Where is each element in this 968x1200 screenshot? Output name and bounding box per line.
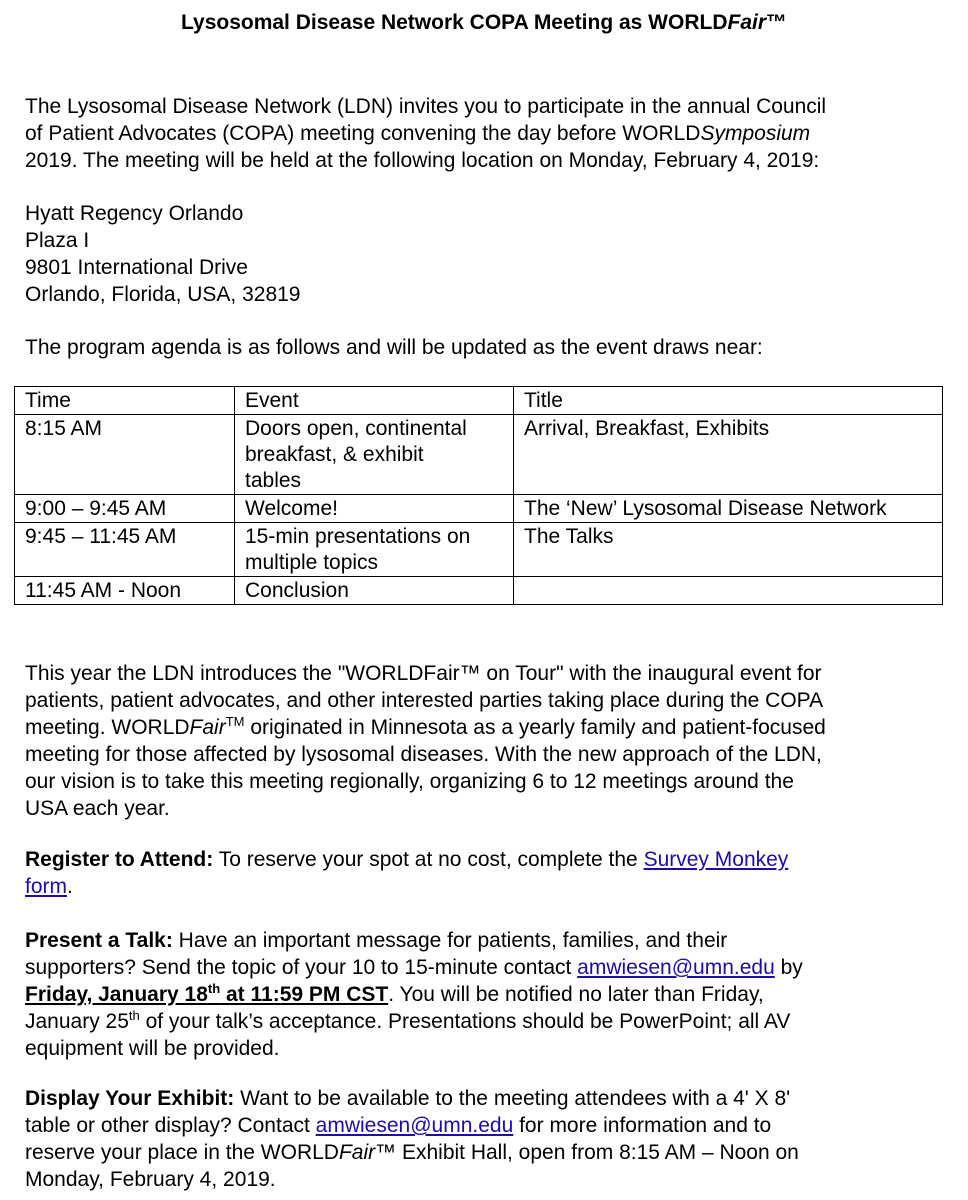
cell-title	[514, 577, 943, 605]
cell-title: Arrival, Breakfast, Exhibits	[514, 415, 943, 495]
intro-paragraph	[25, 93, 950, 174]
table-header-row	[15, 387, 943, 415]
email-link[interactable]: amwiesen@umn.edu	[315, 1114, 514, 1137]
event-line: multiple topics	[245, 551, 379, 574]
intro-line	[25, 120, 950, 147]
worldfair-italic: Fair	[189, 716, 226, 739]
talk-paragraph	[25, 927, 950, 1062]
worldfair-line: our vision is to take this meeting regionally, organizing 6 to 12 meetings around the	[25, 770, 794, 793]
cell-event: Conclusion	[235, 577, 514, 605]
worldfair-line: This year the LDN introduces the "WORLDFair™ on Tour" with the inaugural event for	[25, 662, 822, 685]
talk-text: by	[774, 956, 803, 979]
table-row	[15, 577, 943, 605]
survey-form-link[interactable]: form	[25, 875, 67, 898]
deadline-text: Friday, January 18	[25, 983, 208, 1006]
intro-line: 2019. The meeting will be held at the following location on Monday, February 4, 2019:	[25, 149, 820, 172]
cell-title: The ‘New’ Lysosomal Disease Network	[514, 495, 943, 523]
worldfair-text: meeting. WORLD	[25, 716, 190, 739]
cell-time: 8:15 AM	[15, 415, 235, 495]
worldfair-line: patients, patient advocates, and other interested parties taking place during the COPA	[25, 689, 824, 712]
table-row	[15, 415, 943, 495]
exhibit-text: for more information and to	[513, 1114, 772, 1137]
event-line: 15-min presentations on	[245, 525, 471, 548]
exhibit-italic: Fair	[338, 1141, 376, 1164]
address-street: 9801 International Drive	[25, 256, 248, 279]
exhibit-text: table or other display? Contact	[25, 1114, 316, 1137]
exhibit-text: reserve your place in the WORLD	[25, 1141, 339, 1164]
talk-text: of your talk’s acceptance. Presentations should be PowerPoint; all AV	[139, 1010, 791, 1033]
header-event: Event	[235, 387, 514, 415]
register-text: To reserve your spot at no cost, complete the	[213, 848, 644, 871]
cell-time: 9:45 – 11:45 AM	[15, 523, 235, 577]
table-row	[15, 495, 943, 523]
intro-text: of Patient Advocates (COPA) meeting convening the day before WORLD	[25, 122, 701, 145]
talk-line	[25, 954, 950, 981]
date-sup: th	[128, 1008, 140, 1023]
agenda-table	[14, 386, 943, 605]
worldfair-paragraph	[25, 660, 950, 822]
worldfair-line: meeting for those affected by lysosomal diseases. With the new approach of the LDN,	[25, 743, 822, 766]
cell-time: 11:45 AM - Noon	[15, 577, 235, 605]
register-end: .	[67, 875, 73, 898]
event-line: tables	[245, 469, 302, 492]
title-italic: Fair	[727, 11, 767, 34]
exhibit-line	[25, 1085, 950, 1112]
exhibit-line: Monday, February 4, 2019.	[25, 1168, 276, 1191]
exhibit-line	[25, 1112, 950, 1139]
cell-event: Welcome!	[235, 495, 514, 523]
worldfair-line	[25, 714, 950, 741]
cell-title: The Talks	[514, 523, 943, 577]
address-room: Plaza I	[25, 229, 90, 252]
table-row	[15, 523, 943, 577]
header-time: Time	[15, 387, 235, 415]
talk-text: supporters? Send the topic of your 10 to 15-minute contact	[25, 956, 578, 979]
cell-event	[235, 523, 514, 577]
deadline-text: at 11:59 PM CST	[220, 983, 389, 1006]
talk-text: . You will be notified no later than Friday,	[388, 983, 764, 1006]
header-title: Title	[514, 387, 943, 415]
exhibit-text: Want to be available to the meeting attendees with a 4' X 8'	[234, 1087, 791, 1110]
talk-line: equipment will be provided.	[25, 1037, 280, 1060]
exhibit-label: Display Your Exhibit:	[25, 1087, 235, 1110]
event-line: Doors open, continental	[245, 417, 467, 440]
talk-line	[25, 981, 950, 1008]
intro-line: The Lysosomal Disease Network (LDN) invites you to participate in the annual Council	[25, 95, 827, 118]
worldfair-line: USA each year.	[25, 797, 170, 820]
address-block	[25, 200, 950, 308]
register-paragraph	[25, 846, 950, 900]
title-prefix: Lysosomal Disease Network COPA Meeting as WORLD	[180, 11, 728, 34]
cell-event	[235, 415, 514, 495]
intro-italic: Symposium	[700, 122, 811, 145]
exhibit-paragraph	[25, 1085, 950, 1193]
register-line	[25, 873, 950, 900]
talk-line	[25, 1008, 950, 1035]
deadline-sup: th	[207, 981, 221, 996]
page-title	[0, 8, 968, 38]
talk-label: Present a Talk:	[25, 929, 173, 952]
register-line	[25, 846, 950, 873]
talk-text: January 25	[25, 1010, 129, 1033]
talk-deadline	[25, 983, 388, 1006]
talk-text: Have an important message for patients, families, and their	[172, 929, 728, 952]
worldfair-text: originated in Minnesota as a yearly family and patient-focused	[244, 716, 826, 739]
cell-time: 9:00 – 9:45 AM	[15, 495, 235, 523]
talk-line	[25, 927, 950, 954]
exhibit-line	[25, 1139, 950, 1166]
event-line: breakfast, & exhibit	[245, 443, 424, 466]
address-venue: Hyatt Regency Orlando	[25, 202, 244, 225]
trademark-sup: TM	[225, 714, 245, 729]
register-label: Register to Attend:	[25, 848, 214, 871]
survey-monkey-link[interactable]: Survey Monkey	[643, 848, 789, 871]
email-link[interactable]: amwiesen@umn.edu	[577, 956, 775, 979]
agenda-intro: The program agenda is as follows and will be updated as the event draws near:	[25, 336, 763, 359]
title-suffix: ™	[766, 11, 788, 34]
address-city: Orlando, Florida, USA, 32819	[25, 283, 301, 306]
exhibit-text: ™ Exhibit Hall, open from 8:15 AM – Noon on	[375, 1141, 799, 1164]
